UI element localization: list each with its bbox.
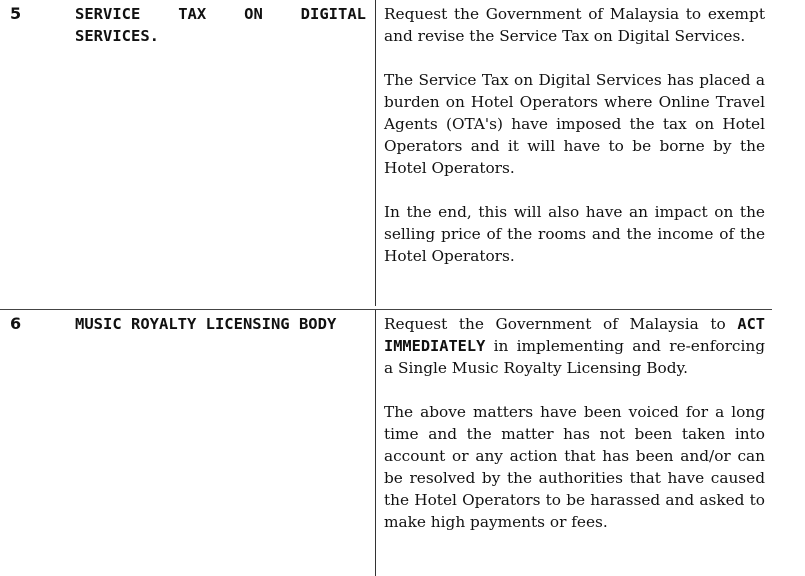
row-description — [384, 3, 765, 267]
description-text: Request the Government of Malaysia to — [384, 315, 726, 333]
row-number: 6 — [10, 314, 22, 333]
row-title: SERVICE TAX ON DIGITAL SERVICES. — [75, 5, 366, 45]
column-divider — [375, 0, 376, 306]
description-paragraph: Request the Government of Malaysia to exempt and revise the Service Tax on Digital Services. — [384, 5, 765, 45]
row-description — [384, 313, 765, 533]
row-number: 5 — [10, 4, 22, 23]
description-text: in implementing and re-enforcing a Single Music Royalty Licensing Body. — [384, 337, 765, 377]
row-title: MUSIC ROYALTY LICENSING BODY — [75, 315, 337, 333]
column-divider — [375, 310, 376, 576]
table-row — [0, 306, 805, 576]
description-paragraph — [384, 313, 765, 379]
description-paragraph: In the end, this will also have an impact on the selling price of the rooms and the income of the Hotel Operators. — [384, 203, 765, 265]
emphasis-text: ACT IMMEDIATELY — [384, 315, 766, 355]
description-paragraph: The above matters have been voiced for a long time and the matter has not been taken into account or any action that has been and/or can be resolved by the authorities that have caused the Hotel Operators to be harassed and asked to make high payments or fees. — [384, 403, 765, 531]
description-paragraph: The Service Tax on Digital Services has placed a burden on Hotel Operators where Online Travel Agents (OTA's) have imposed the tax on Hotel Operators and it will have to be borne by the Hotel Operators. — [384, 71, 765, 177]
